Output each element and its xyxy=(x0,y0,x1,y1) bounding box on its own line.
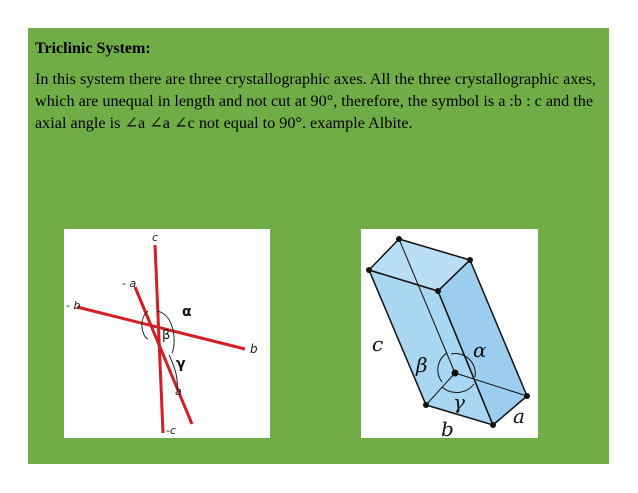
neg-b-label: - b xyxy=(66,299,81,312)
a-label: a xyxy=(175,385,182,398)
vertex-dot xyxy=(452,370,459,377)
vertex-dot xyxy=(435,288,441,294)
neg-c-label: -c xyxy=(166,424,177,437)
slide-body: In this system there are three crystallographic axes. All the three crystallographic axes, which are unequal in length and not cut at 90°, therefore, the symbol is a :b : c and the axial angle is ∠a ∠a ∠c not equal to 90°. example Albite. xyxy=(35,70,596,132)
neg-a-label: - a xyxy=(122,277,137,290)
triclinic-axes-figure xyxy=(64,229,270,438)
triclinic-axes-svg xyxy=(64,229,270,438)
crystal-beta-label: β xyxy=(416,353,428,377)
gamma-label: γ xyxy=(176,356,186,372)
vertex-dot xyxy=(467,257,473,263)
c-label: c xyxy=(152,231,159,244)
b-label: b xyxy=(250,342,258,356)
beta-label: β xyxy=(162,328,171,343)
crystal-a-label: a xyxy=(513,404,525,428)
vertex-dot xyxy=(423,402,429,408)
crystal-b-label: b xyxy=(441,417,454,438)
vertex-dot xyxy=(396,236,402,242)
crystal-gamma-label: γ xyxy=(453,390,465,414)
slide-panel xyxy=(28,28,609,464)
crystal-c-label: c xyxy=(372,332,384,356)
b-axis-line xyxy=(77,307,245,349)
vertex-dot xyxy=(524,393,530,399)
crystal-alpha-label: α xyxy=(473,338,487,362)
triclinic-crystal-svg xyxy=(361,229,538,438)
alpha-label: α xyxy=(182,304,192,320)
vertex-dot xyxy=(490,422,496,428)
triclinic-crystal-figure xyxy=(361,229,538,438)
vertex-dot xyxy=(366,267,372,273)
slide-title: Triclinic System: xyxy=(35,40,151,57)
